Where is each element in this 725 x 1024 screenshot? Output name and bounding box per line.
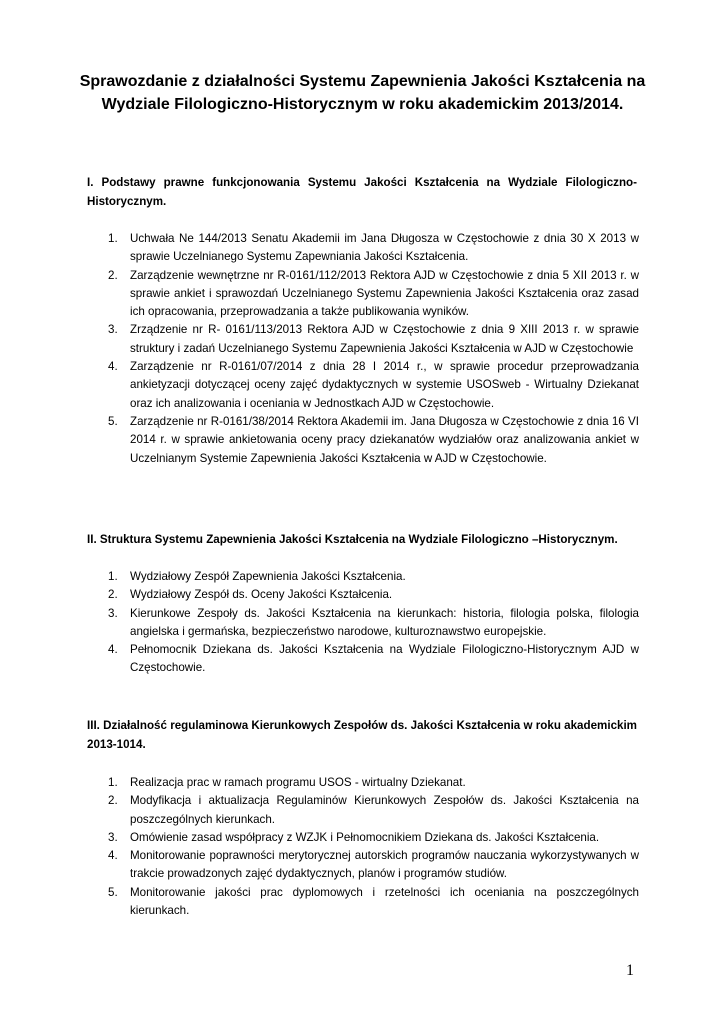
page-number: 1 bbox=[626, 962, 634, 979]
section-1-list bbox=[87, 230, 639, 468]
section-3-list bbox=[87, 774, 639, 920]
list-item: 2. Wydziałowy Zespół ds. Oceny Jakości Kształcenia. bbox=[108, 588, 393, 602]
list-item: 1. Wydziałowy Zespół Zapewnienia Jakości Kształcenia. bbox=[108, 570, 406, 583]
title-line-1: Sprawozdanie z działalności Systemu Zapewnienia Jakości Kształcenia na bbox=[79, 73, 646, 90]
section-2-heading: II. Struktura Systemu Zapewnienia Jakości Kształcenia na Wydziale Filologiczno –Historycznym. bbox=[87, 533, 618, 546]
list-item: 4. Pełnomocnik Dziekana ds. Jakości Kształcenia na Wydziale Filologiczno-Historycznym AJD w Częstochowie. bbox=[108, 643, 639, 675]
list-item: 1. Uchwała Ne 144/2013 Senatu Akademii im Jana Długosza w Częstochowie z dnia 30 X 2013 w sprawie Uczelnianego Systemu Zapewniania Jakości Kształcenia. bbox=[108, 232, 639, 264]
list-item: 2. Zarządzenie wewnętrzne nr R-0161/112/2013 Rektora AJD w Częstochowie z dnia 5 XII 2013 r. w sprawie ankiet i sprawozdań Uczelnianego Systemu Zapewnienia Jakości Kształcenia oraz zasad ich opracowania, przeprowadzania a także publikowania wyników. bbox=[108, 268, 639, 319]
list-item: 1. Realizacja prac w ramach programu USOS - wirtualny Dziekanat. bbox=[108, 776, 466, 789]
section-3-heading-line-1: III. Działalność regulaminowa Kierunkowych Zespołów ds. Jakości Kształcenia w roku akademickim bbox=[87, 719, 637, 732]
list-item: 3. Zrządzenie nr R- 0161/113/2013 Rektora AJD w Częstochowie z dnia 9 XIII 2013 r. w sprawie struktury i zadań Uczelnianego Systemu Zapewnienia Jakości Kształcenia w AJD w Częstochowie bbox=[108, 323, 639, 355]
title-line-2: Wydziale Filologiczno-Historycznym w roku akademickim 2013/2014. bbox=[101, 96, 624, 113]
list-item: 5. Monitorowanie jakości prac dyplomowych i rzetelności ich oceniania na poszczególnych kierunkach. bbox=[108, 885, 639, 918]
list-item: 4. Monitorowanie poprawności merytorycznej autorskich programów nauczania wykorzystywanych w trakcie prowadzonych zajęć dydaktycznych, planów i programów studiów. bbox=[108, 849, 639, 881]
section-3-heading bbox=[87, 716, 637, 754]
list-item: 2. Modyfikacja i aktualizacja Regulaminów Kierunkowych Zespołów ds. Jakości Kształcenia na poszczególnych kierunkach. bbox=[108, 794, 639, 826]
section-3-heading-line-2: 2013-1014. bbox=[87, 738, 146, 751]
page-title bbox=[60, 70, 665, 116]
section-1-heading-line-1: I. Podstawy prawne funkcjonowania Systemu Jakości Kształcenia na Wydziale Filologiczno- bbox=[87, 176, 637, 189]
section-1-heading-line-2: Historycznym. bbox=[87, 195, 167, 208]
section-1-heading bbox=[87, 173, 637, 211]
section-2-list bbox=[87, 568, 639, 678]
list-item: 3. Kierunkowe Zespoły ds. Jakości Kształcenia na kierunkach: historia, filologia polska, filologia angielska i germańska, bezpieczeństwo narodowe, kulturoznawstwo europejskie. bbox=[108, 606, 639, 638]
list-item: 3. Omówienie zasad współpracy z WZJK i Pełnomocnikiem Dziekana ds. Jakości Kształcenia. bbox=[108, 830, 600, 844]
list-item: 4. Zarządzenie nr R-0161/07/2014 z dnia 28 I 2014 r., w sprawie procedur przeprowadzania ankietyzacji dotyczącej oceny zajęć dydaktycznych w systemie USOSweb - Wirtualny Dziekanat oraz ich analizowania i oceniania w Jednostkach AJD w Częstochowie. bbox=[108, 360, 639, 410]
list-item: 5. Zarządzenie nr R-0161/38/2014 Rektora Akademii im. Jana Długosza w Częstochowie z dnia 16 VI 2014 r. w sprawie ankietowania oceny pracy dziekanatów wydziałów oraz analizowania ankiet w Uczelnianym Systemie Zapewnienia Jakości Kształcenia w AJD w Częstochowie. bbox=[108, 414, 639, 465]
